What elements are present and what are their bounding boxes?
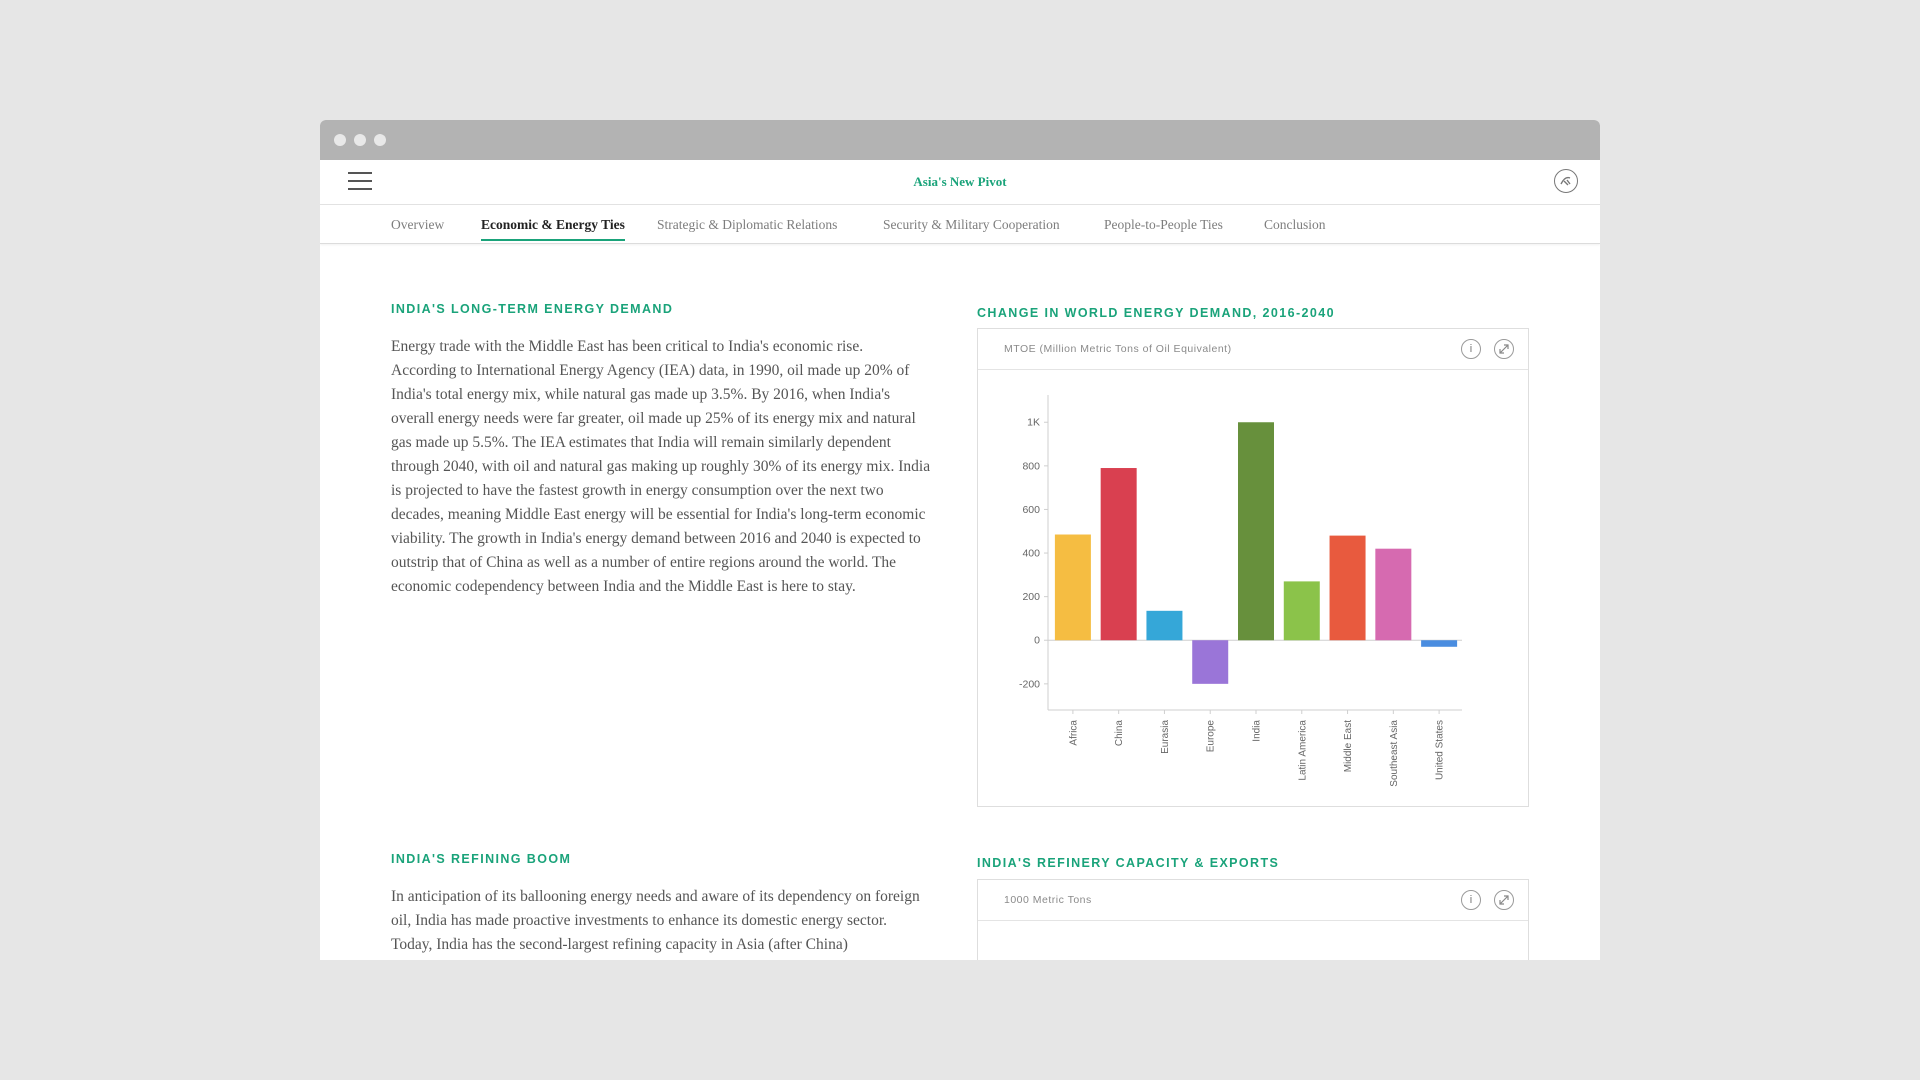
bar-southeast-asia[interactable]: [1375, 549, 1411, 641]
bar-china[interactable]: [1101, 468, 1137, 640]
bar-india[interactable]: [1238, 422, 1274, 640]
expand-icon[interactable]: [1494, 890, 1514, 910]
chart-toolbar: [978, 880, 1528, 921]
info-icon[interactable]: i: [1461, 339, 1481, 359]
window-close-dot[interactable]: [334, 134, 346, 146]
y-tick-label: -200: [1018, 678, 1040, 691]
expand-icon[interactable]: [1494, 339, 1514, 359]
info-icon[interactable]: i: [1461, 890, 1481, 910]
bar-united-states[interactable]: [1421, 640, 1457, 647]
energy-demand-chart-card: [977, 328, 1529, 807]
y-tick-label: 400: [1022, 547, 1040, 560]
y-tick-label: 800: [1022, 460, 1040, 473]
x-tick-label: China: [1114, 720, 1126, 747]
browser-window: [320, 120, 1600, 960]
tab-security-military-cooperation[interactable]: Security & Military Cooperation: [883, 217, 1060, 232]
x-tick-label: Europe: [1205, 720, 1217, 753]
y-tick-label: 0: [1034, 634, 1040, 647]
x-tick-label: Latin America: [1297, 720, 1309, 781]
x-tick-label: India: [1251, 720, 1263, 742]
chart-heading: INDIA'S REFINERY CAPACITY & EXPORTS: [977, 856, 1280, 870]
tab-economic-energy-ties[interactable]: Economic & Energy Ties: [481, 217, 625, 241]
site-header: [320, 160, 1600, 205]
x-tick-label: United States: [1434, 720, 1446, 781]
y-tick-label: 1K: [1027, 416, 1040, 429]
window-maximize-dot[interactable]: [374, 134, 386, 146]
logo-icon[interactable]: [1554, 169, 1578, 193]
site-title[interactable]: Asia's New Pivot: [913, 174, 1007, 189]
x-tick-label: Southeast Asia: [1388, 720, 1400, 787]
x-tick-label: Africa: [1068, 720, 1080, 746]
x-tick-label: Middle East: [1343, 720, 1355, 773]
x-tick-label: Eurasia: [1159, 720, 1171, 754]
bar-chart: [978, 370, 1528, 807]
section-heading: INDIA'S REFINING BOOM: [391, 852, 572, 866]
section-tabs: [320, 205, 1600, 244]
section-body-text: In anticipation of its ballooning energy needs and aware of its dependency on foreign oil, India has made proactive investments to enhance its domestic energy sector. Today, India has the second-largest refining capacity in Asia (after China): [391, 888, 920, 953]
section-heading: INDIA'S LONG-TERM ENERGY DEMAND: [391, 302, 674, 316]
y-tick-label: 600: [1022, 503, 1040, 516]
bar-latin-america[interactable]: [1284, 581, 1320, 640]
window-minimize-dot[interactable]: [354, 134, 366, 146]
bar-eurasia[interactable]: [1146, 611, 1182, 640]
tab-strategic-diplomatic-relations[interactable]: Strategic & Diplomatic Relations: [657, 217, 838, 232]
chart-heading: CHANGE IN WORLD ENERGY DEMAND, 2016-2040: [977, 306, 1335, 320]
chart-unit-label: 1000 Metric Tons: [1004, 894, 1092, 906]
chart-unit-label: MTOE (Million Metric Tons of Oil Equivalent): [1004, 343, 1232, 355]
chart-toolbar: [978, 329, 1528, 370]
window-titlebar: [320, 120, 1600, 160]
bar-europe[interactable]: [1192, 640, 1228, 684]
bar-africa[interactable]: [1055, 535, 1091, 641]
section-body-text: Energy trade with the Middle East has been critical to India's economic rise. According to International Energy Agency (IEA) data, in 1990, oil made up 20% of India's total energy mix, while natural gas made up 3.5%. By 2016, when India's overall energy needs were far greater, oil made up 25% of its energy mix and natural gas made up 5.5%. The IEA estimates that India will remain similarly dependent through 2040, with oil and natural gas making up roughly 30% of its energy mix. India is projected to have the fastest growth in energy consumption over the next two decades, meaning Middle East energy will be essential for India's long-term economic viability. The growth in India's energy demand between 2016 and 2040 is expected to outstrip that of China as well as a number of entire regions around the world. The economic codependency between India and the Middle East is here to stay.: [391, 338, 931, 595]
refinery-chart-card: [977, 879, 1529, 960]
tab-people-to-people-ties[interactable]: People-to-People Ties: [1104, 217, 1223, 232]
bar-middle-east[interactable]: [1330, 536, 1366, 641]
tab-overview[interactable]: Overview: [391, 217, 445, 232]
tab-conclusion[interactable]: Conclusion: [1264, 217, 1326, 232]
y-tick-label: 200: [1022, 591, 1040, 604]
